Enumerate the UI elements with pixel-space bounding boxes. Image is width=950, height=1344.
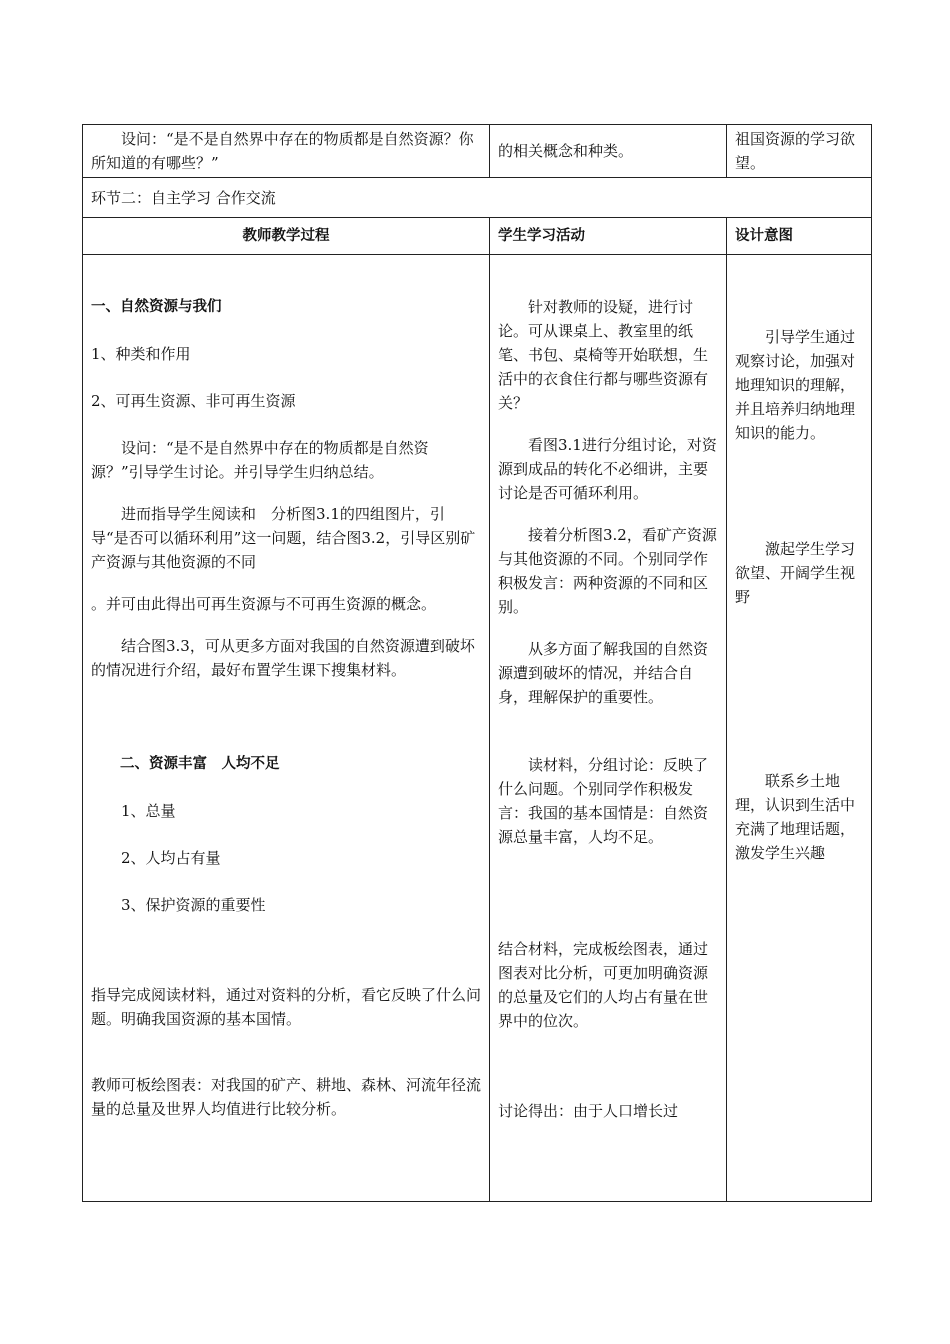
student-activity-1: 针对教师的设疑，进行讨论。可从课桌上、教室里的纸笔、书包、桌椅等开始联想，生活中的衣食住行都与哪些资源有关？ xyxy=(498,298,709,412)
paragraph-reading: 指导完成阅读材料，通过对资料的分析，看它反映了什么问题。明确我国资源的基本国情。 xyxy=(91,986,482,1028)
paragraph-damage: 结合图3.3，可从更多方面对我国的自然资源遭到破坏的情况进行介绍，最好布置学生课下搜集材料。 xyxy=(91,637,475,679)
teacher-process-cell xyxy=(83,255,490,1202)
item-protection: 3、保护资源的重要性 xyxy=(121,896,266,914)
paragraph-chart: 教师可板绘图表：对我国的矿产、耕地、森林、河流年径流量的总量及世界人均值进行比较分析。 xyxy=(91,1076,482,1118)
header-teacher: 教师教学过程 xyxy=(83,218,490,255)
student-activity-4: 从多方面了解我国的自然资源遭到破坏的情况，并结合自身，理解保护的重要性。 xyxy=(498,640,709,706)
section-title: 环节二：自主学习 合作交流 xyxy=(91,188,276,207)
paragraph-question: 设问：“是不是自然界中存在的物质都是自然资源？”引导学生讨论。并引导学生归纳总结。 xyxy=(91,439,429,481)
student-cell-continued xyxy=(490,125,727,178)
lesson-plan-table xyxy=(82,124,872,1202)
intent-text: 祖国资源的学习欲望。 xyxy=(735,130,856,172)
intent-cell-continued xyxy=(727,125,872,178)
design-intent-3: 联系乡土地理，认识到生活中充满了地理话题，激发学生兴趣 xyxy=(735,772,856,862)
design-intent-1: 引导学生通过观察讨论，加强对地理知识的理解，并且培养归纳地理知识的能力。 xyxy=(735,328,856,442)
question-text: 设问：“是不是自然界中存在的物质都是自然资源？你所知道的有哪些？” xyxy=(91,130,474,172)
student-activity-cell xyxy=(490,255,727,1202)
student-text: 的相关概念和种类。 xyxy=(498,142,634,160)
paragraph-figure: 进而指导学生阅读和 分析图3.1的四组图片，引导“是否可以循环利用”这一问题，结合图3.2，引导区别矿产资源与其他资源的不同 xyxy=(91,505,476,571)
design-intent-cell xyxy=(727,255,872,1202)
continued-row xyxy=(83,125,872,178)
student-activity-5: 读材料，分组讨论：反映了什么问题。个别同学作积极发言：我国的基本国情是：自然资源总量丰富，人均不足。 xyxy=(498,756,709,846)
teacher-cell-continued xyxy=(83,125,490,178)
header-student: 学生学习活动 xyxy=(490,218,727,255)
item-renewable: 2、可再生资源、非可再生资源 xyxy=(91,392,296,410)
heading-rich-resources: 二、资源丰富 人均不足 xyxy=(120,756,280,772)
student-activity-3: 接着分析图3.2，看矿产资源与其他资源的不同。个别同学作积极发言：两种资源的不同和区别。 xyxy=(498,526,717,616)
section-row xyxy=(83,178,872,218)
item-total: 1、总量 xyxy=(121,802,176,820)
student-activity-7: 讨论得出：由于人口增长过 xyxy=(498,1102,679,1120)
paragraph-concept: 。并可由此得出可再生资源与不可再生资源的概念。 xyxy=(91,595,437,613)
section-title-cell xyxy=(83,178,872,218)
item-per-capita: 2、人均占有量 xyxy=(121,849,221,867)
student-activity-6: 结合材料，完成板绘图表，通过图表对比分析，可更加明确资源的总量及它们的人均占有量在世界中的位次。 xyxy=(498,940,709,1030)
header-intent: 设计意图 xyxy=(727,218,872,255)
design-intent-2: 激起学生学习欲望、开阔学生视野 xyxy=(735,540,856,606)
student-activity-2: 看图3.1进行分组讨论，对资源到成品的转化不必细讲，主要讨论是否可循环利用。 xyxy=(498,436,717,502)
item-types: 1、种类和作用 xyxy=(91,345,191,363)
header-row xyxy=(83,218,872,255)
heading-natural-resources: 一、自然资源与我们 xyxy=(91,299,222,315)
content-row xyxy=(83,255,872,1202)
